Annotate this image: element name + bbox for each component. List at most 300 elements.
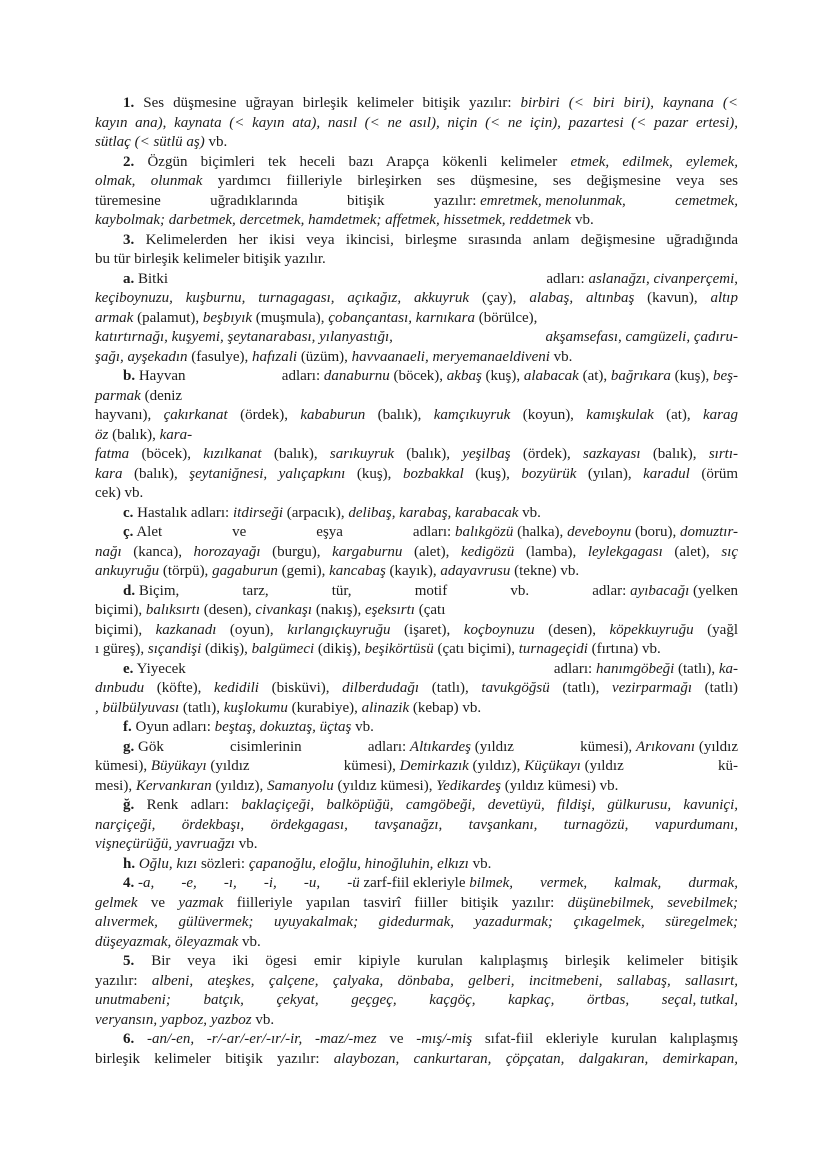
text-segment: h.: [123, 855, 136, 872]
text-segment: koçboynuzu: [463, 621, 535, 638]
text-segment: leylekgagası: [587, 543, 663, 560]
text-segment: baklaçiçeği, balköpüğü, camgöbeği, devetüyü, fildişi, gülkurusu, kavuniçi,: [241, 797, 738, 813]
text-segment: düşünebilmek, sevebilmek;: [567, 894, 738, 911]
paragraph-10: [95, 718, 738, 738]
text-segment: Özgün biçimleri tek heceli bazı Arapça kökenli kelimeler: [134, 153, 571, 170]
text-segment: (yıldız),: [211, 777, 268, 794]
text-line: [95, 855, 738, 875]
text-segment: civankaşı: [255, 602, 313, 618]
text-segment: vb.: [571, 212, 594, 228]
text-cell: [508, 991, 554, 1011]
text-segment: (at),: [578, 368, 611, 384]
text-segment: kargaburnu: [332, 543, 403, 560]
text-segment: tavukgöğsü: [481, 680, 550, 696]
paragraph-16: [95, 1030, 738, 1069]
text-segment: a.: [123, 270, 135, 287]
text-segment: bilmek,: [469, 875, 513, 891]
text-segment: adları:: [553, 660, 596, 677]
text-segment: -an/-en, -r/-ar/-er/-ır/-ir, -maz/-mez: [147, 1031, 377, 1047]
text-segment: gelmek: [95, 894, 138, 911]
text-segment: f.: [123, 719, 132, 735]
text-segment: olmak, olunmak: [95, 173, 203, 189]
text-cell: [230, 738, 302, 758]
text-segment: biçimi),: [95, 602, 146, 618]
text-line: [95, 816, 738, 836]
text-segment: balıksırtı: [145, 602, 200, 618]
text-segment: uğradıklarında: [210, 192, 298, 209]
text-segment: d.: [123, 582, 136, 599]
text-segment: adları:: [367, 738, 410, 755]
text-segment: (yıldız: [580, 758, 624, 774]
text-segment: yazmak: [178, 894, 224, 911]
text-segment: (burgu),: [260, 543, 333, 560]
text-segment: (kurabiye),: [287, 699, 362, 716]
text-cell: [181, 874, 196, 894]
text-cell: [95, 757, 250, 777]
text-segment: (dikiş),: [201, 641, 252, 657]
text-segment: (oyun),: [216, 621, 288, 638]
text-cell: [540, 874, 587, 894]
text-segment: Bir veya iki ögesi emir kipiyle kurulan kalıplaşmış birleşik kelimeler bitişik: [134, 953, 738, 969]
text-cell: [232, 523, 246, 543]
text-segment: çapanoğlu, eloğlu, hinoğluhin, elkızı: [248, 855, 469, 872]
paragraph-14: [95, 874, 738, 952]
text-segment: Oyun adları:: [131, 719, 215, 735]
text-line: [95, 640, 738, 660]
text-segment: katırtırnağı, kuşyemi, şeytanarabası, yılanyastığı,: [95, 329, 393, 345]
text-segment: adlar:: [592, 582, 631, 599]
document-text: [95, 94, 738, 1069]
text-segment: vb.: [204, 134, 228, 150]
text-segment: -e,: [181, 875, 197, 891]
text-cell: [592, 582, 738, 602]
text-line: [95, 211, 738, 231]
text-line: [95, 348, 738, 368]
text-segment: (kayık),: [385, 563, 441, 579]
text-segment: (muşmula),: [252, 309, 329, 326]
text-cell: [351, 991, 396, 1011]
paragraph-4: [95, 270, 738, 368]
text-segment: alabaş, altınbaş: [529, 290, 635, 306]
text-segment: yardımcı fiilleriyle birleşirken ses düşmesine, ses değişmesine veya ses: [202, 173, 738, 189]
text-segment: ve: [137, 894, 179, 911]
text-segment: delibaş, karabaş, karabacak: [348, 504, 519, 521]
text-segment: deveboynu: [567, 524, 632, 540]
text-segment: kababurun: [300, 407, 366, 423]
text-segment: adayavrusu: [440, 563, 511, 579]
text-line: [95, 406, 738, 426]
text-segment: (nakış),: [312, 602, 365, 618]
text-segment: vb.: [234, 836, 258, 852]
text-segment: narçiçeği, ördekbaşı, ördekgagası, tavşanağzı, tavşankanı, turnagözü, vapurdumanı,: [95, 816, 738, 833]
text-segment: itdirseği: [232, 504, 283, 521]
text-segment: e.: [123, 660, 134, 677]
text-segment: hayvanı),: [95, 407, 164, 423]
text-segment: kaybolmak; darbetmek, dercetmek, hamdetmek; affetmek, hissetmek, reddetmek: [95, 212, 572, 228]
text-cell: [123, 738, 164, 758]
text-segment: Bitki: [134, 270, 169, 287]
text-segment: birbiri (< biri biri): [520, 95, 651, 111]
text-segment: (işaret),: [390, 621, 464, 638]
paragraph-8: [95, 582, 738, 660]
text-line: [95, 913, 738, 933]
text-cell: [123, 270, 168, 290]
text-segment: mesi),: [95, 777, 136, 794]
text-segment: (köfte),: [144, 680, 214, 696]
text-segment: (yelken: [689, 582, 738, 599]
text-segment: (yılan),: [576, 465, 644, 482]
text-segment: 3.: [123, 231, 135, 248]
text-segment: fatma: [95, 446, 130, 462]
text-segment: fiilleriyle yapılan tasvirî fiiller bitişik yazılır:: [223, 894, 568, 911]
text-segment: (boru),: [631, 524, 680, 540]
text-segment: -a,: [138, 875, 155, 891]
text-cell: [123, 523, 162, 543]
text-segment: karadul: [643, 465, 690, 482]
text-line: [95, 426, 738, 446]
text-segment: keçiboynuzu, kuşburnu, turnagagası, açıkağız, akkuyruk: [95, 290, 469, 306]
text-segment: (tatlı),: [179, 699, 224, 716]
text-segment: sözleri:: [197, 855, 249, 872]
text-segment: Yiyecek: [133, 660, 186, 677]
text-line: [95, 660, 738, 680]
text-segment: (dikiş),: [314, 641, 365, 657]
text-segment: albeni, ateşkes, çalçene, çalyaka, dönbaba, gelberi, incitmebeni, sallabaş, sallasırt,: [151, 972, 738, 989]
text-segment: alabacak: [523, 368, 579, 384]
text-line: [95, 289, 738, 309]
text-segment: ve: [376, 1031, 417, 1047]
paragraph-3: [95, 231, 738, 270]
text-cell: [546, 270, 738, 290]
text-segment: bitişik: [347, 192, 385, 209]
text-segment: bağrıkara: [610, 368, 671, 384]
text-segment: c.: [123, 504, 134, 521]
text-segment: cisimlerinin: [230, 738, 302, 755]
text-segment: -u,: [303, 875, 321, 891]
text-segment: (yıldız kümesi),: [333, 777, 437, 794]
text-segment: (balık),: [640, 446, 709, 462]
text-cell: [203, 991, 243, 1011]
text-segment: kü-: [718, 758, 738, 774]
text-line: [95, 835, 738, 855]
text-line: [95, 894, 738, 914]
text-segment: cek) vb.: [95, 485, 144, 501]
paragraph-13: [95, 855, 738, 875]
text-cell: [316, 523, 343, 543]
text-segment: [134, 1031, 147, 1047]
text-cell: [210, 192, 297, 212]
text-segment: türemesine: [95, 192, 161, 209]
text-segment: vb.: [549, 348, 573, 365]
text-segment: hanımgöbeği: [595, 660, 675, 677]
text-segment: (kuş),: [670, 368, 713, 384]
text-segment: (böcek),: [129, 446, 204, 462]
text-segment: ka-: [718, 660, 738, 677]
text-segment: alinazik: [361, 699, 410, 716]
text-segment: (yağl: [693, 621, 738, 638]
text-segment: gagaburun: [212, 563, 278, 579]
text-line: [95, 504, 738, 524]
text-segment: akşamsefası, camgüzeli, çadıru-: [545, 329, 738, 345]
text-cell: [123, 660, 186, 680]
text-segment: 2.: [123, 153, 135, 170]
text-segment: bülbülyuvası: [102, 699, 180, 716]
text-line: [95, 153, 738, 173]
text-segment: (arpacık),: [283, 504, 349, 521]
text-segment: Küçükayı: [524, 758, 581, 774]
text-segment: (desen),: [200, 602, 256, 618]
text-segment: alaybozan, cankurtaran, çöpçatan, dalgakıran, demirkapan,: [333, 1050, 738, 1067]
text-segment: Altıkardeş: [409, 738, 472, 755]
text-segment: motif: [414, 582, 448, 599]
text-segment: kamçıkuyruk: [433, 407, 511, 423]
text-line: [95, 1050, 738, 1070]
text-line: [95, 543, 738, 563]
text-cell: [662, 991, 738, 1011]
text-segment: (yıldız),: [468, 758, 525, 774]
text-segment: vişneçürüğü, yavruağzı: [95, 836, 235, 852]
text-line: [95, 1030, 738, 1050]
text-segment: kazkanadı: [155, 621, 217, 638]
text-line: [95, 114, 738, 134]
text-segment: (fasulye),: [187, 348, 253, 365]
text-line: [95, 621, 738, 641]
text-segment: 6.: [123, 1031, 135, 1047]
text-cell: [429, 991, 475, 1011]
text-segment: aslanağzı: [588, 270, 646, 287]
text-segment: örtbas,: [587, 992, 630, 1008]
text-cell: [95, 991, 171, 1011]
text-segment: emretmek, menolunmak,: [480, 192, 626, 209]
text-segment: 5.: [123, 953, 135, 969]
text-cell: [95, 328, 393, 348]
text-segment: ayıbacağı: [630, 582, 690, 599]
text-segment: (çatı biçimi),: [433, 641, 519, 657]
text-segment: Samanyolu: [267, 777, 334, 794]
text-segment: (törpü),: [159, 563, 213, 579]
text-segment: sütlaç (< sütlü aş): [95, 134, 205, 150]
text-segment: ,: [734, 270, 738, 287]
text-segment: (tatlı): [692, 680, 738, 696]
text-segment: 1.: [123, 95, 135, 111]
text-segment: Yedikardeş: [436, 777, 501, 794]
text-line: [95, 484, 738, 504]
text-cell: [413, 523, 738, 543]
text-line: [95, 192, 738, 212]
paragraph-15: [95, 952, 738, 1030]
text-segment: balıkgözü: [454, 524, 514, 540]
text-segment: (böcek),: [389, 368, 447, 384]
text-segment: parmak: [95, 387, 141, 404]
text-cell: [332, 582, 352, 602]
text-segment: eşeksırtı: [364, 602, 415, 618]
text-segment: beşikörtüsü: [364, 641, 434, 657]
text-line: [95, 699, 738, 719]
text-segment: seçal, tutkal,: [661, 992, 738, 1008]
text-cell: [344, 757, 624, 777]
paragraph-1: [95, 94, 738, 153]
text-segment: ,: [162, 114, 175, 131]
text-segment: batçık,: [203, 992, 244, 1008]
text-segment: kancabaş: [329, 563, 386, 579]
text-cell: [123, 582, 179, 602]
text-segment: (kuş),: [481, 368, 524, 384]
text-segment: unutmabeni;: [95, 992, 171, 1008]
text-segment: (alet),: [662, 543, 722, 560]
text-segment: (yıldız: [471, 738, 514, 755]
text-segment: vezirparmağı: [612, 680, 693, 696]
text-cell: [688, 874, 738, 894]
text-segment: (fırtına) vb.: [587, 641, 661, 657]
text-line: [95, 601, 738, 621]
text-segment: yazılır:: [95, 972, 152, 989]
text-segment: kümesi),: [343, 758, 400, 774]
text-line: [95, 582, 738, 602]
text-segment: bozbakkal: [402, 465, 464, 482]
text-segment: Arıkovanı: [635, 738, 696, 755]
text-segment: zarf-fiil ekleriyle: [359, 875, 470, 891]
text-cell: [123, 367, 186, 387]
text-cell: [368, 738, 514, 758]
text-line: [95, 933, 738, 953]
text-segment: düşeyazmak, öleyazmak: [95, 933, 239, 950]
text-segment: (balık),: [365, 407, 434, 423]
text-segment: yazılır:: [433, 192, 481, 209]
text-line: [95, 718, 738, 738]
text-segment: ı güreş),: [95, 641, 148, 657]
text-segment: karag: [703, 407, 739, 423]
text-cell: [434, 192, 626, 212]
text-segment: sırtı-: [708, 446, 738, 462]
text-segment: -mış/-miş: [416, 1031, 473, 1047]
text-segment: kayın ana): [95, 114, 163, 131]
text-segment: (balık),: [108, 426, 160, 443]
text-segment: altıp: [710, 290, 738, 306]
text-line: [95, 445, 738, 465]
text-cell: [580, 738, 738, 758]
text-segment: veryansın, yapboz, yazboz: [95, 1011, 252, 1028]
text-segment: -i,: [263, 875, 277, 891]
text-segment: -ü: [347, 875, 360, 891]
text-segment: biçimi),: [95, 621, 156, 638]
text-segment: (yıldız kümesi) vb.: [500, 777, 619, 794]
text-segment: Alet: [133, 524, 163, 540]
text-segment: Kelimelerden her ikisi veya ikincisi, birleşme sırasında anlam değişmesine uğradığında: [134, 231, 738, 248]
text-segment: -ı,: [223, 875, 237, 891]
text-segment: kara-: [159, 426, 193, 443]
text-segment: durmak,: [688, 875, 738, 891]
text-segment: geçgeç,: [351, 992, 397, 1008]
text-segment: turnageçidi: [518, 641, 588, 657]
text-segment: danaburnu: [323, 368, 390, 384]
text-line: [95, 387, 738, 407]
text-segment: kedidili: [213, 680, 259, 696]
text-cell: [587, 991, 629, 1011]
text-segment: vb.: [518, 504, 541, 521]
text-line: [95, 367, 738, 387]
text-segment: balgümeci: [251, 641, 315, 657]
text-segment: ve: [232, 524, 247, 540]
text-line: [95, 1011, 738, 1031]
text-segment: (yıldız: [206, 758, 250, 774]
text-cell: [510, 582, 529, 602]
text-line: [95, 231, 738, 251]
text-line: [95, 991, 738, 1011]
text-cell: [277, 991, 319, 1011]
text-segment: civanperçemi: [653, 270, 735, 287]
text-cell: [242, 582, 268, 602]
text-segment: kızılkanat: [203, 446, 262, 462]
text-line: [95, 523, 738, 543]
text-segment: (üzüm),: [297, 348, 352, 365]
text-cell: [675, 192, 738, 212]
text-segment: kümesi),: [580, 738, 636, 755]
text-segment: adları:: [412, 524, 455, 540]
text-segment: nağı: [95, 543, 122, 560]
text-line: [95, 270, 738, 290]
text-segment: (balık),: [261, 446, 330, 462]
text-segment: (palamut),: [133, 309, 203, 326]
text-segment: hafızali: [252, 348, 298, 365]
text-cell: [546, 328, 738, 348]
text-segment: (balık),: [122, 465, 190, 482]
text-segment: vb.: [468, 855, 492, 872]
text-line: [95, 250, 738, 270]
text-segment: kuşlokumu: [223, 699, 288, 716]
text-segment: eşya: [316, 524, 343, 540]
text-segment: adları:: [546, 270, 589, 287]
paragraph-12: [95, 796, 738, 855]
text-segment: (deniz: [140, 387, 183, 404]
text-segment: vb.: [238, 933, 261, 950]
text-line: [95, 972, 738, 992]
text-segment: Ses düşmesine uğrayan birleşik kelimeler bitişik yazılır:: [134, 95, 521, 111]
text-line: [95, 309, 738, 329]
text-cell: [347, 192, 385, 212]
text-segment: kamışkulak: [586, 407, 654, 423]
text-cell: [415, 582, 448, 602]
text-segment: ğ.: [123, 797, 135, 813]
text-line: [95, 133, 738, 153]
text-segment: (çatı: [414, 602, 446, 618]
text-segment: ,: [95, 699, 103, 716]
text-segment: armak: [95, 309, 134, 326]
text-segment: (tatlı),: [549, 680, 613, 696]
text-segment: kaçgöç,: [429, 992, 476, 1008]
text-segment: Hastalık adları:: [133, 504, 233, 521]
text-segment: beşbıyık: [202, 309, 253, 326]
text-segment: alıvermek, gülüvermek; uyuyakalmak; gidedurmak, yazadurmak; çıkagelmek, süregelmek;: [95, 914, 738, 930]
text-segment: etmek, edilmek, eylemek,: [570, 153, 738, 170]
text-segment: (kavun),: [634, 290, 711, 306]
text-segment: (alet),: [402, 543, 461, 560]
text-segment: sarıkuyruk: [329, 446, 395, 462]
text-segment: horozayağı: [193, 543, 261, 560]
text-segment: kapkaç,: [508, 992, 555, 1008]
text-segment: (kanca),: [121, 543, 194, 560]
text-cell: [282, 367, 738, 387]
text-segment: şağı, ayşekadın: [95, 348, 188, 365]
text-segment: kaynana (<: [663, 95, 739, 111]
text-segment: 4.: [123, 875, 135, 891]
text-line: [95, 757, 738, 777]
text-line: [95, 562, 738, 582]
text-cell: [123, 874, 154, 894]
text-cell: [347, 874, 513, 894]
text-segment: bozyürük: [521, 465, 577, 482]
text-segment: (yıldız: [695, 738, 738, 755]
text-segment: kaynata (< kayın ata), nasıl (< ne asıl), niçin (< ne için), pazartesi (< pazar ertesi),: [174, 114, 739, 131]
